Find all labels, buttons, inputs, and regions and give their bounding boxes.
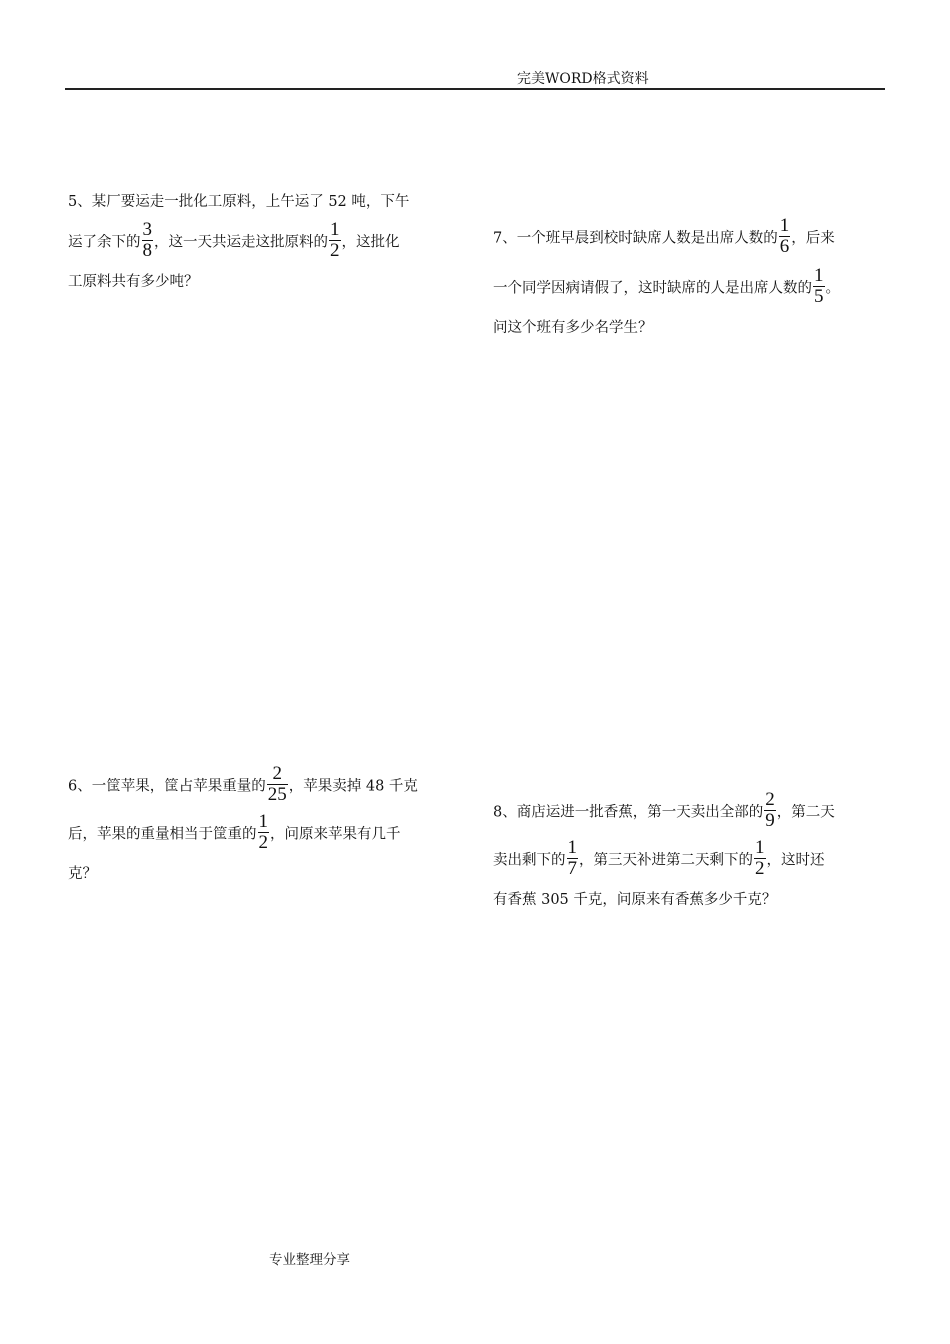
- problem-5-line-1: 5、某厂要运走一批化工原料，上午运了 52 吨，下午: [68, 194, 410, 210]
- fraction: $\frac{1}{2}$: [755, 837, 765, 879]
- problem-5-line-3: 工原料共有多少吨？: [68, 274, 199, 290]
- fraction: $\frac{1}{5}$: [814, 265, 824, 307]
- problem-7-line-1: 7、一个班早晨到校时缺席人数是出席人数的 $\frac{1}{6}$ ，后来: [493, 215, 835, 257]
- fraction: $\frac{1}{7}$: [567, 837, 577, 879]
- problem-8: [493, 789, 888, 920]
- fraction: $\frac{1}{2}$: [258, 811, 268, 853]
- problem-8-line-1: 8、商店运进一批香蕉，第一天卖出全部的 $\frac{2}{9}$ ，第二天: [493, 789, 835, 831]
- page-header: [65, 70, 885, 90]
- problem-5: [68, 182, 460, 302]
- problem-7-line-2: 一个同学因病请假了，这时缺席的人是出席人数的 $\frac{1}{5}$ 。: [493, 265, 840, 307]
- problem-7: [493, 215, 888, 348]
- fraction: $\frac{2}{9}$: [765, 789, 775, 831]
- problem-8-line-2: 卖出剩下的 $\frac{1}{7}$ ，第三天补进第二天剩下的 $\frac{1}{2}$ ，这时还: [493, 837, 825, 879]
- fraction: $\frac{3}{8}$: [142, 219, 152, 261]
- problem-6-line-1: 6、一筐苹果，筐占苹果重量的 $\frac{2}{25}$ ，苹果卖掉 48 千克: [68, 763, 418, 805]
- page-footer: 专业整理分享: [269, 1252, 350, 1268]
- fraction: $\frac{1}{6}$: [779, 215, 790, 257]
- problem-6-line-3: 克？: [68, 866, 97, 882]
- problem-7-line-3: 问这个班有多少名学生？: [493, 320, 653, 336]
- header-text: 完美WORD格式资料: [517, 71, 649, 87]
- problem-8-line-3: 有香蕉 305 千克，问原来有香蕉多少千克？: [493, 892, 777, 908]
- problem-6-line-2: 后，苹果的重量相当于筐重的 $\frac{1}{2}$ ，问原来苹果有几千: [68, 811, 401, 853]
- fraction: $\frac{1}{2}$: [330, 219, 340, 261]
- fraction: $\frac{2}{25}$: [267, 763, 287, 805]
- problem-6: [68, 763, 460, 894]
- problem-5-line-2: 运了余下的 $\frac{3}{8}$ ，这一天共运走这批原料的 $\frac{1}{2}$ ，这批化: [68, 219, 400, 261]
